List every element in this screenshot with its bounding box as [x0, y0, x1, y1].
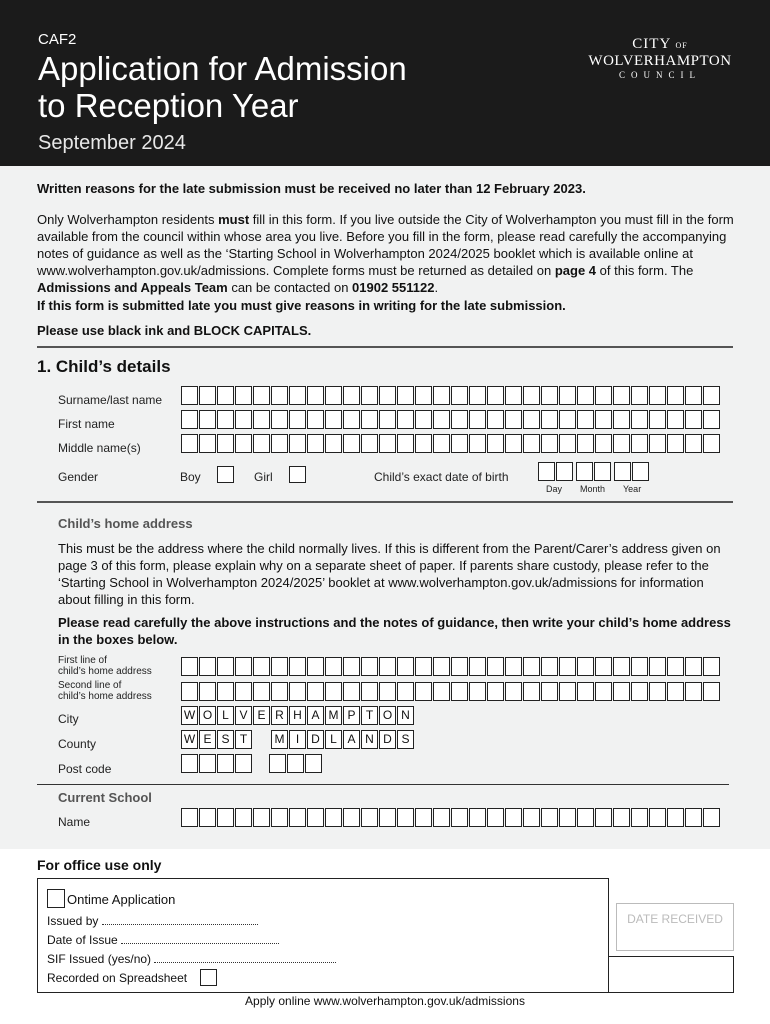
char-box[interactable]	[505, 410, 522, 429]
char-box[interactable]	[217, 386, 234, 405]
char-box[interactable]: N	[361, 730, 378, 749]
char-box[interactable]	[253, 657, 270, 676]
char-box[interactable]	[217, 657, 234, 676]
char-box[interactable]	[307, 657, 324, 676]
char-box[interactable]	[325, 657, 342, 676]
char-box[interactable]	[685, 657, 702, 676]
char-box[interactable]	[181, 410, 198, 429]
char-box[interactable]	[271, 657, 288, 676]
char-box[interactable]	[433, 682, 450, 701]
char-box[interactable]	[235, 410, 252, 429]
char-box[interactable]	[361, 682, 378, 701]
char-box[interactable]	[613, 386, 630, 405]
char-box[interactable]	[253, 808, 270, 827]
char-box[interactable]	[649, 434, 666, 453]
char-box[interactable]	[505, 386, 522, 405]
char-box[interactable]: D	[379, 730, 396, 749]
form-subtitle: September 2024	[38, 132, 186, 154]
char-box[interactable]	[181, 657, 198, 676]
char-box[interactable]	[253, 434, 270, 453]
council-logo: CITY OF WOLVERHAMPTON COUNCIL	[588, 36, 732, 80]
char-box[interactable]: L	[217, 706, 234, 725]
char-box[interactable]	[289, 682, 306, 701]
dob-month-box[interactable]	[594, 462, 611, 481]
char-box[interactable]	[307, 434, 324, 453]
address-instructions: This must be the address where the child normally lives. If this is different from the Parent/Carer’s address given on page 3 of this form, please explain why on a separate sheet of paper. If parents share custody, please refer to the ‘Starting School in Wolverhampton 2024/2025’ booklet at www.wolverhampton.gov.uk/admissions for information about filling in this form.	[58, 541, 721, 607]
char-box[interactable]	[397, 808, 414, 827]
char-box[interactable]	[523, 808, 540, 827]
char-box[interactable]	[379, 657, 396, 676]
surname-field[interactable]	[181, 386, 721, 405]
char-box[interactable]	[541, 434, 558, 453]
school-name-field[interactable]	[181, 808, 721, 827]
late-notice: If this form is submitted late you must give reasons in writing for the late submission.	[37, 298, 566, 313]
school-name-label: Name	[58, 815, 91, 829]
char-box[interactable]: P	[343, 706, 360, 725]
boy-label: Boy	[180, 470, 201, 484]
char-box[interactable]	[649, 386, 666, 405]
char-box[interactable]	[217, 808, 234, 827]
char-box[interactable]	[667, 808, 684, 827]
char-box[interactable]	[577, 682, 594, 701]
char-box[interactable]	[217, 682, 234, 701]
char-box[interactable]	[235, 682, 252, 701]
postcode-field[interactable]	[181, 754, 323, 773]
char-box[interactable]	[595, 386, 612, 405]
char-box[interactable]	[397, 434, 414, 453]
char-box[interactable]	[577, 386, 594, 405]
char-box[interactable]	[703, 682, 720, 701]
char-box[interactable]: S	[217, 730, 234, 749]
ink-notice: Please use black ink and BLOCK CAPITALS.	[37, 323, 312, 338]
dob-field[interactable]	[538, 462, 650, 481]
char-box[interactable]	[487, 386, 504, 405]
char-box[interactable]	[343, 410, 360, 429]
char-box[interactable]	[613, 410, 630, 429]
char-box[interactable]	[469, 808, 486, 827]
sif-issued-row: SIF Issued (yes/no)	[47, 952, 336, 966]
char-box[interactable]: T	[235, 730, 252, 749]
month-label: Month	[580, 484, 606, 494]
char-box[interactable]	[667, 410, 684, 429]
char-box[interactable]	[199, 657, 216, 676]
char-box[interactable]	[559, 410, 576, 429]
girl-checkbox[interactable]	[289, 466, 306, 483]
char-box[interactable]: D	[307, 730, 324, 749]
char-box[interactable]	[577, 434, 594, 453]
char-box[interactable]	[649, 410, 666, 429]
char-box[interactable]	[451, 657, 468, 676]
char-box[interactable]: E	[253, 706, 270, 725]
dob-day-box[interactable]	[556, 462, 573, 481]
char-box[interactable]	[487, 682, 504, 701]
char-box[interactable]	[379, 682, 396, 701]
char-box[interactable]	[469, 657, 486, 676]
char-box[interactable]	[289, 808, 306, 827]
char-box[interactable]	[649, 808, 666, 827]
char-box[interactable]	[397, 682, 414, 701]
char-box[interactable]	[541, 808, 558, 827]
char-box[interactable]: M	[325, 706, 342, 725]
deadline-notice: Written reasons for the late submission must be received no later than 12 February 2023.	[37, 181, 586, 196]
char-box[interactable]	[685, 434, 702, 453]
char-box[interactable]	[577, 808, 594, 827]
char-box[interactable]	[361, 808, 378, 827]
char-box[interactable]	[631, 682, 648, 701]
divider	[37, 501, 733, 503]
char-box[interactable]	[361, 410, 378, 429]
char-box[interactable]	[667, 657, 684, 676]
char-box[interactable]	[523, 657, 540, 676]
char-box[interactable]	[379, 410, 396, 429]
char-box[interactable]	[325, 410, 342, 429]
char-box[interactable]	[271, 682, 288, 701]
address-line1-field[interactable]	[181, 657, 721, 676]
char-box[interactable]	[631, 410, 648, 429]
char-box[interactable]	[595, 657, 612, 676]
date-of-issue-row: Date of Issue	[47, 933, 279, 947]
char-box[interactable]	[415, 410, 432, 429]
char-box[interactable]	[505, 434, 522, 453]
char-box[interactable]	[289, 410, 306, 429]
char-box[interactable]	[181, 434, 198, 453]
form-title: Application for Admission to Reception Year	[38, 50, 407, 124]
char-box[interactable]	[325, 682, 342, 701]
gender-label: Gender	[58, 470, 99, 484]
char-box[interactable]	[703, 657, 720, 676]
char-box[interactable]	[469, 410, 486, 429]
county-field[interactable]	[181, 730, 415, 749]
char-box[interactable]	[595, 434, 612, 453]
char-box[interactable]	[613, 682, 630, 701]
char-box[interactable]	[469, 386, 486, 405]
current-school-heading: Current School	[58, 790, 152, 805]
address-instruction-bold: Please read carefully the above instructions and the notes of guidance, then write your child’s home address in the boxes below.	[58, 615, 731, 647]
char-box[interactable]	[487, 410, 504, 429]
char-box[interactable]: O	[199, 706, 216, 725]
address-line2-label: Second line of child’s home address	[58, 680, 152, 702]
city-field[interactable]	[181, 706, 415, 725]
dob-year-box[interactable]	[614, 462, 631, 481]
char-box[interactable]	[433, 808, 450, 827]
char-box[interactable]	[541, 682, 558, 701]
char-box[interactable]	[343, 682, 360, 701]
char-box[interactable]	[685, 410, 702, 429]
char-box[interactable]	[271, 808, 288, 827]
char-box[interactable]	[505, 657, 522, 676]
divider	[37, 346, 733, 348]
char-box[interactable]	[415, 657, 432, 676]
char-box[interactable]	[667, 386, 684, 405]
dob-day-box[interactable]	[538, 462, 555, 481]
dob-year-box[interactable]	[632, 462, 649, 481]
header-banner	[0, 0, 770, 166]
char-box[interactable]	[667, 682, 684, 701]
char-box[interactable]	[703, 386, 720, 405]
char-box[interactable]	[307, 682, 324, 701]
char-box[interactable]	[253, 682, 270, 701]
char-box[interactable]: S	[397, 730, 414, 749]
ontime-checkbox[interactable]	[47, 889, 65, 908]
char-box[interactable]: N	[397, 706, 414, 725]
char-box[interactable]	[289, 434, 306, 453]
char-box[interactable]	[487, 434, 504, 453]
char-box[interactable]: L	[325, 730, 342, 749]
char-box[interactable]	[487, 808, 504, 827]
day-label: Day	[546, 484, 563, 494]
girl-label: Girl	[254, 470, 273, 484]
footer-url: Apply online www.wolverhampton.gov.uk/admissions	[245, 994, 525, 1008]
char-box[interactable]	[181, 682, 198, 701]
intro-paragraph: Only Wolverhampton residents must fill in this form. If you live outside the City of Wolverhampton you must fill in the form available from the council within whose area you live. Before you fill in the form, please read carefully the accompanying notes of guidance as well as the ‘Starting School in Wolverhampton 2024/2025 booklet which is available online at www.wolverhampton.gov.uk/admissions. Complete forms must be returned as detailed on page 4 of this form. The Admissions and Appeals Team can be contacted on 01902 551122.	[37, 212, 734, 295]
char-box[interactable]	[397, 410, 414, 429]
office-use-box-extension	[608, 956, 734, 993]
char-box[interactable]	[649, 682, 666, 701]
postcode-label: Post code	[58, 762, 112, 776]
char-box[interactable]	[703, 808, 720, 827]
char-box[interactable]	[361, 434, 378, 453]
char-box[interactable]	[631, 808, 648, 827]
char-box[interactable]	[217, 434, 234, 453]
char-box[interactable]	[307, 808, 324, 827]
char-box[interactable]	[307, 386, 324, 405]
form-code: CAF2	[38, 31, 77, 48]
dob-month-box[interactable]	[576, 462, 593, 481]
char-box[interactable]	[631, 386, 648, 405]
char-box[interactable]	[199, 682, 216, 701]
char-box[interactable]	[505, 808, 522, 827]
char-box[interactable]	[577, 410, 594, 429]
char-box[interactable]	[379, 808, 396, 827]
section-title-childs-details: 1. Child’s details	[37, 357, 171, 376]
char-box[interactable]	[415, 808, 432, 827]
char-box[interactable]	[415, 386, 432, 405]
char-box[interactable]	[271, 410, 288, 429]
first-name-label: First name	[58, 417, 115, 431]
char-box[interactable]: T	[361, 706, 378, 725]
char-box[interactable]	[685, 808, 702, 827]
char-box[interactable]	[451, 410, 468, 429]
char-box[interactable]	[325, 434, 342, 453]
char-box[interactable]	[559, 434, 576, 453]
char-box[interactable]	[559, 386, 576, 405]
recorded-checkbox[interactable]	[200, 969, 217, 986]
char-box[interactable]	[235, 386, 252, 405]
address-line2-field[interactable]	[181, 682, 721, 701]
ontime-label: Ontime Application	[67, 892, 176, 907]
dob-label: Child’s exact date of birth	[374, 470, 509, 484]
char-box[interactable]	[451, 386, 468, 405]
char-box[interactable]: W	[181, 706, 198, 725]
char-box[interactable]	[613, 808, 630, 827]
char-box[interactable]	[433, 386, 450, 405]
char-box[interactable]	[523, 682, 540, 701]
char-box[interactable]	[415, 682, 432, 701]
char-box[interactable]	[271, 434, 288, 453]
char-box[interactable]	[325, 808, 342, 827]
year-label: Year	[623, 484, 642, 494]
char-box[interactable]	[253, 410, 270, 429]
char-box[interactable]	[289, 386, 306, 405]
char-box[interactable]	[523, 434, 540, 453]
city-label: City	[58, 712, 79, 726]
char-box[interactable]	[343, 657, 360, 676]
char-box[interactable]	[235, 808, 252, 827]
char-box[interactable]: E	[199, 730, 216, 749]
office-use-title: For office use only	[37, 857, 162, 873]
char-box[interactable]	[667, 434, 684, 453]
divider	[37, 784, 729, 785]
char-box[interactable]	[325, 386, 342, 405]
char-box[interactable]	[703, 410, 720, 429]
char-box[interactable]	[631, 434, 648, 453]
surname-label: Surname/last name	[58, 393, 163, 407]
char-box[interactable]	[469, 682, 486, 701]
home-address-heading: Child’s home address	[58, 516, 193, 531]
char-box[interactable]	[181, 808, 198, 827]
char-box[interactable]: M	[271, 730, 288, 749]
char-box[interactable]	[685, 682, 702, 701]
char-box[interactable]: A	[307, 706, 324, 725]
char-box[interactable]	[451, 682, 468, 701]
char-box[interactable]	[199, 386, 216, 405]
char-box[interactable]	[361, 386, 378, 405]
char-box[interactable]	[307, 410, 324, 429]
char-box[interactable]	[343, 434, 360, 453]
char-box[interactable]	[253, 386, 270, 405]
char-box[interactable]	[595, 410, 612, 429]
char-box[interactable]	[541, 410, 558, 429]
char-box[interactable]	[541, 386, 558, 405]
char-box[interactable]	[343, 808, 360, 827]
char-box[interactable]	[631, 657, 648, 676]
char-box[interactable]	[235, 434, 252, 453]
char-box[interactable]	[199, 808, 216, 827]
char-box[interactable]	[433, 657, 450, 676]
char-box[interactable]	[523, 410, 540, 429]
char-box[interactable]	[523, 386, 540, 405]
char-box[interactable]	[181, 386, 198, 405]
char-box[interactable]	[685, 386, 702, 405]
first-name-field[interactable]	[181, 410, 721, 429]
char-box[interactable]	[559, 682, 576, 701]
char-box[interactable]: R	[271, 706, 288, 725]
char-box[interactable]	[343, 386, 360, 405]
char-box[interactable]	[433, 434, 450, 453]
char-box[interactable]	[559, 808, 576, 827]
char-box[interactable]: H	[289, 706, 306, 725]
char-box[interactable]	[469, 434, 486, 453]
char-box[interactable]: W	[181, 730, 198, 749]
char-box[interactable]: O	[379, 706, 396, 725]
char-box[interactable]	[397, 657, 414, 676]
recorded-label: Recorded on Spreadsheet	[47, 971, 188, 985]
char-box[interactable]	[577, 657, 594, 676]
char-box[interactable]	[613, 434, 630, 453]
char-box[interactable]	[271, 386, 288, 405]
char-box[interactable]	[703, 434, 720, 453]
char-box[interactable]	[199, 434, 216, 453]
char-box[interactable]	[595, 808, 612, 827]
char-box[interactable]	[595, 682, 612, 701]
char-box[interactable]	[379, 386, 396, 405]
char-box[interactable]: I	[289, 730, 306, 749]
char-box[interactable]	[217, 410, 234, 429]
char-box[interactable]	[415, 434, 432, 453]
char-box[interactable]	[361, 657, 378, 676]
issued-by-row: Issued by	[47, 914, 258, 928]
char-box[interactable]	[433, 410, 450, 429]
char-box[interactable]	[613, 657, 630, 676]
char-box[interactable]	[649, 657, 666, 676]
char-box[interactable]	[199, 410, 216, 429]
middle-name-label: Middle name(s)	[58, 441, 141, 455]
char-box[interactable]	[541, 657, 558, 676]
address-line1-label: First line of child’s home address	[58, 655, 152, 677]
char-box[interactable]	[235, 657, 252, 676]
county-label: County	[58, 737, 97, 751]
char-box[interactable]	[505, 682, 522, 701]
char-box[interactable]	[289, 657, 306, 676]
boy-checkbox[interactable]	[217, 466, 234, 483]
char-box[interactable]	[451, 808, 468, 827]
char-box[interactable]	[487, 657, 504, 676]
char-box[interactable]: V	[235, 706, 252, 725]
char-box[interactable]	[379, 434, 396, 453]
char-box[interactable]	[451, 434, 468, 453]
char-box[interactable]	[559, 657, 576, 676]
date-received-stamp-box: DATE RECEIVED	[616, 903, 734, 951]
middle-name-field[interactable]	[181, 434, 721, 453]
char-box[interactable]	[397, 386, 414, 405]
char-box[interactable]: A	[343, 730, 360, 749]
